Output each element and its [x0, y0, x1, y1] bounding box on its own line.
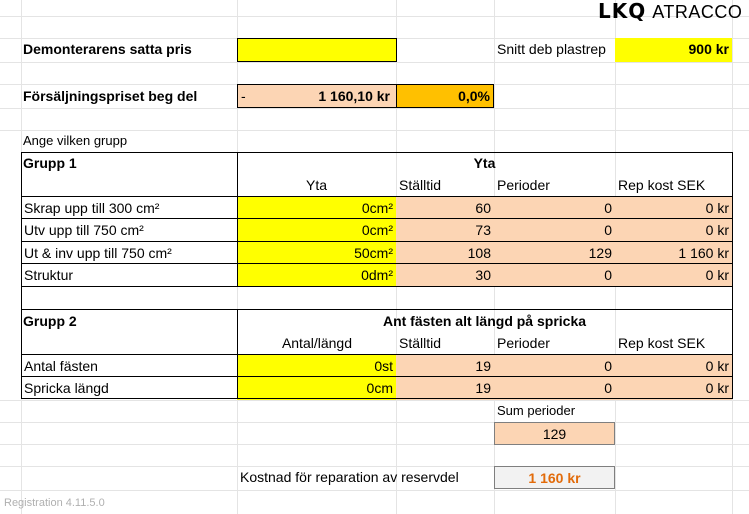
- sale-price-label: Försäljningspriset beg del: [23, 88, 198, 104]
- logo-lkq: LKQ: [598, 0, 647, 23]
- sum-periods-value: 129: [494, 422, 615, 445]
- periods-value: 0: [494, 219, 615, 242]
- group2-col-perioder: Perioder: [497, 335, 550, 351]
- repair-cost-value: 0 kr: [615, 264, 732, 287]
- area-input[interactable]: 50cm²: [237, 242, 396, 265]
- repair-cost-total: 1 160 kr: [494, 466, 615, 489]
- table-row-label: Utv upp till 750 cm²: [24, 222, 144, 238]
- group1-col-perioder: Perioder: [497, 177, 550, 193]
- group1-title: Grupp 1: [23, 155, 77, 171]
- repair-cost-value: 0 kr: [615, 219, 732, 242]
- setup-time-value: 19: [396, 377, 494, 400]
- repair-cost-value: 0 kr: [615, 355, 732, 378]
- repair-cost-label: Kostnad för reparation av reservdel: [240, 469, 459, 485]
- group2-col-stalltid: Ställtid: [399, 335, 442, 351]
- periods-value: 0: [494, 377, 615, 400]
- avg-plastic-repair-label: Snitt deb plastrep: [497, 41, 606, 57]
- group2-col-rep-kost: Rep kost SEK: [618, 335, 706, 351]
- setup-time-value: 19: [396, 355, 494, 378]
- dismantler-price-input[interactable]: [237, 38, 397, 62]
- table-row-label: Struktur: [24, 267, 74, 283]
- area-input[interactable]: 0dm²: [237, 264, 396, 287]
- sale-price-value: 1 160,10 kr: [318, 88, 390, 104]
- avg-plastic-repair-value: 900 kr: [615, 38, 732, 62]
- group1-col-stalltid: Ställtid: [399, 177, 442, 193]
- sale-price-sign: -: [241, 88, 246, 104]
- length-input[interactable]: 0cm: [237, 377, 396, 400]
- count-input[interactable]: 0st: [237, 355, 396, 378]
- repair-cost-value: 1 160 kr: [615, 242, 732, 265]
- setup-time-value: 73: [396, 219, 494, 242]
- lkq-atracco-logo: [598, 0, 742, 23]
- setup-time-value: 30: [396, 264, 494, 287]
- periods-value: 129: [494, 242, 615, 265]
- sum-periods-label: Sum perioder: [497, 403, 576, 418]
- group2-col-antal: Antal/längd: [281, 335, 352, 351]
- setup-time-value: 60: [396, 197, 494, 220]
- table-row-label: Spricka längd: [24, 380, 109, 396]
- repair-cost-value: 0 kr: [615, 377, 732, 400]
- registration-version: Registration 4.11.5.0: [4, 497, 105, 509]
- group2-section-header: Ant fästen alt längd på spricka: [382, 313, 587, 329]
- sale-price-field: [237, 84, 397, 108]
- group1-col-rep-kost: Rep kost SEK: [618, 177, 706, 193]
- group-prompt: Ange vilken grupp: [23, 133, 128, 148]
- periods-value: 0: [494, 355, 615, 378]
- setup-time-value: 108: [396, 242, 494, 265]
- periods-value: 0: [494, 264, 615, 287]
- sale-percent-value: 0,0%: [396, 84, 494, 108]
- repair-cost-value: 0 kr: [615, 197, 732, 220]
- group1-section-header: Yta: [473, 155, 496, 171]
- table-row-label: Ut & inv upp till 750 cm²: [24, 245, 172, 261]
- table-row-label: Antal fästen: [24, 358, 98, 374]
- dismantler-price-label: Demonterarens satta pris: [23, 41, 192, 57]
- group2-title: Grupp 2: [23, 313, 77, 329]
- logo-atracco: ATRACCO: [652, 2, 743, 22]
- area-input[interactable]: 0cm²: [237, 197, 396, 220]
- periods-value: 0: [494, 197, 615, 220]
- area-input[interactable]: 0cm²: [237, 219, 396, 242]
- group1-col-yta: Yta: [305, 177, 327, 193]
- table-row-label: Skrap upp till 300 cm²: [24, 200, 160, 216]
